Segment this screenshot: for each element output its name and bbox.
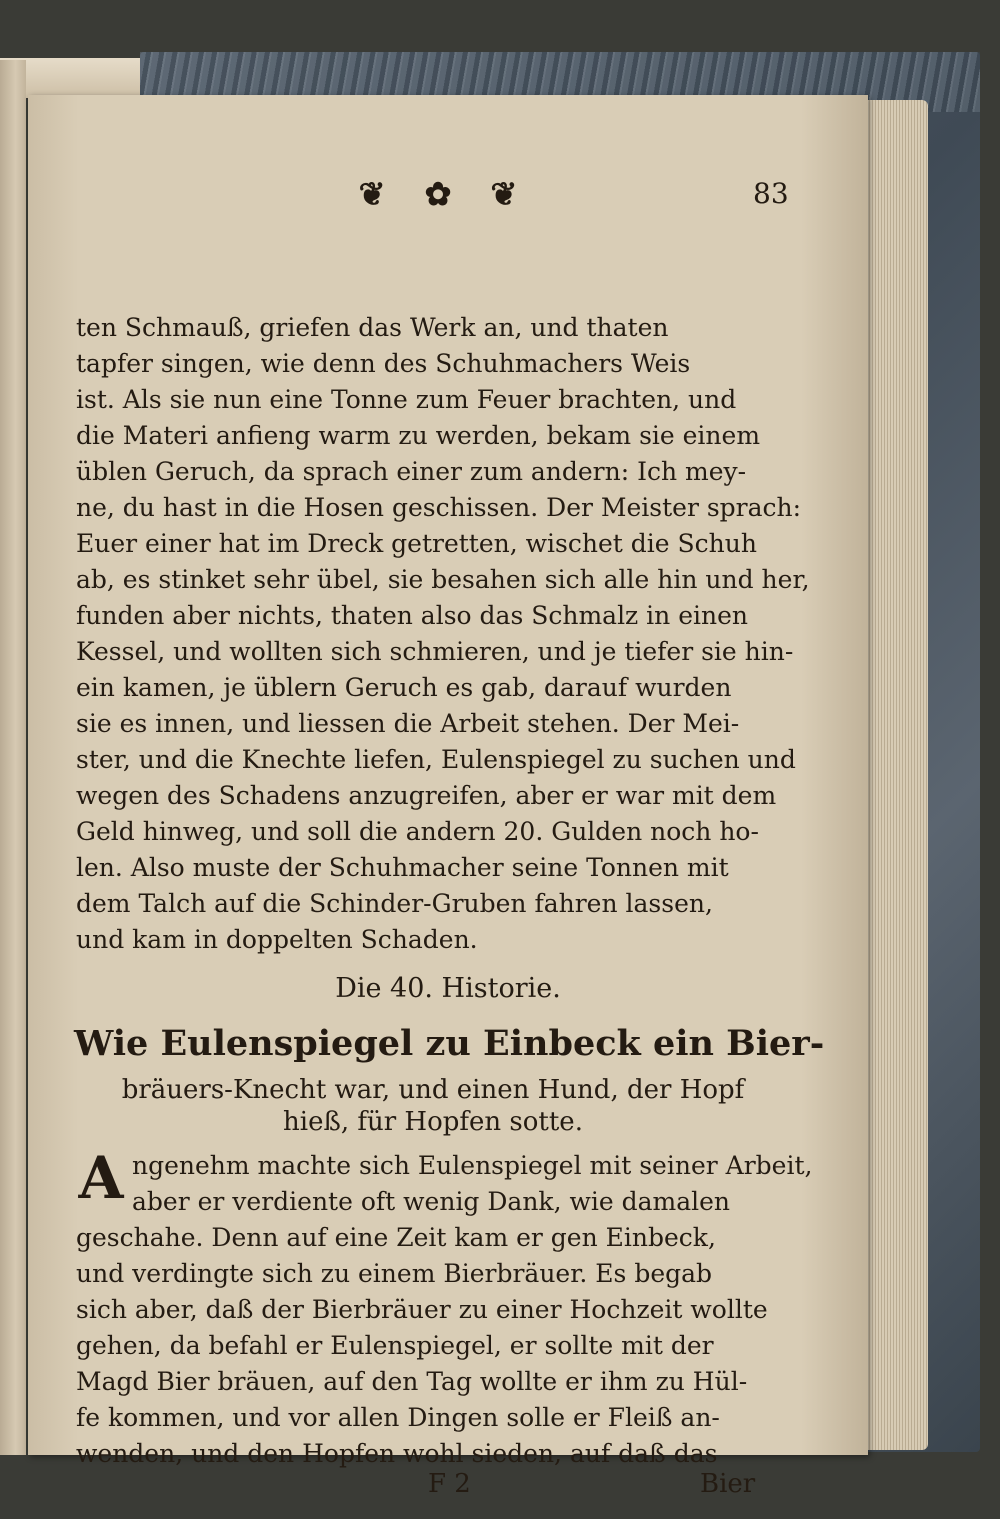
signature-mark: F 2 [428,1469,471,1499]
body-line: und kam in doppelten Schaden. [76,925,478,954]
story-line: fe kommen, und vor allen Dingen solle er Fleiß an- [76,1403,720,1432]
body-line: ab, es stinket sehr übel, sie besahen sich alle hin und her, [76,565,810,594]
body-line: üblen Geruch, da sprach einer zum andern: Ich mey- [76,457,747,486]
header-ornament: ❦ ✿ ❦ [358,175,532,213]
story-line: Magd Bier bräuen, auf den Tag wollte er ihm zu Hül- [76,1367,748,1396]
story-line: wenden, und den Hopfen wohl sieden, auf daß das [76,1439,718,1468]
story-line: gehen, da befahl er Eulenspiegel, er sollte mit der [76,1331,714,1360]
chapter-title-line-1: Wie Eulenspiegel zu Einbeck ein Bier- [74,1023,825,1064]
chapter-title-line-2: bräuers-Knecht war, und einen Hund, der Hopf [121,1075,745,1105]
body-line: die Materi anfieng warm zu werden, bekam sie einem [76,421,761,450]
body-line: funden aber nichts, thaten also das Schmalz in einen [76,601,749,630]
chapter-title-line-3: hieß, für Hopfen sotte. [283,1107,583,1137]
story-line: aber er verdiente oft wenig Dank, wie damalen [132,1187,731,1216]
page-text [28,95,868,1499]
catchword: Bier [700,1469,756,1499]
body-line: len. Also muste der Schuhmacher seine Tonnen mit [76,853,729,882]
body-line: ein kamen, je üblern Geruch es gab, darauf wurden [76,673,732,702]
chapter-heading: Die 40. Historie. [335,973,561,1004]
body-line: ist. Als sie nun eine Tonne zum Feuer brachten, und [76,385,737,414]
body-line: dem Talch auf die Schinder-Gruben fahren lassen, [76,889,713,918]
page-number: 83 [753,177,789,210]
body-line: Euer einer hat im Dreck getretten, wischet die Schuh [76,529,757,558]
body-line: sie es innen, und liessen die Arbeit stehen. Der Mei- [76,709,740,738]
body-line: ne, du hast in die Hosen geschissen. Der Meister sprach: [76,493,802,522]
body-line: ten Schmauß, griefen das Werk an, und thaten [76,313,669,342]
left-page-edge [0,60,26,1455]
story-line: ngenehm machte sich Eulenspiegel mit seiner Arbeit, [132,1151,813,1180]
drop-cap: A [78,1144,124,1212]
body-line: Kessel, und wollten sich schmieren, und je tiefer sie hin- [76,637,794,666]
body-line: Geld hinweg, und soll die andern 20. Gulden noch ho- [76,817,759,846]
story-line: geschahe. Denn auf eine Zeit kam er gen Einbeck, [76,1223,716,1252]
body-line: tapfer singen, wie denn des Schuhmachers Weis [76,349,691,378]
body-line: ster, und die Knechte liefen, Eulenspiegel zu suchen und [76,745,796,774]
body-line: wegen des Schadens anzugreifen, aber er war mit dem [76,781,777,810]
story-line: und verdingte sich zu einem Bierbräuer. Es begab [76,1259,713,1288]
book-page [28,95,868,1499]
page-edges [858,100,928,1450]
story-line: sich aber, daß der Bierbräuer zu einer Hochzeit wollte [76,1295,768,1324]
